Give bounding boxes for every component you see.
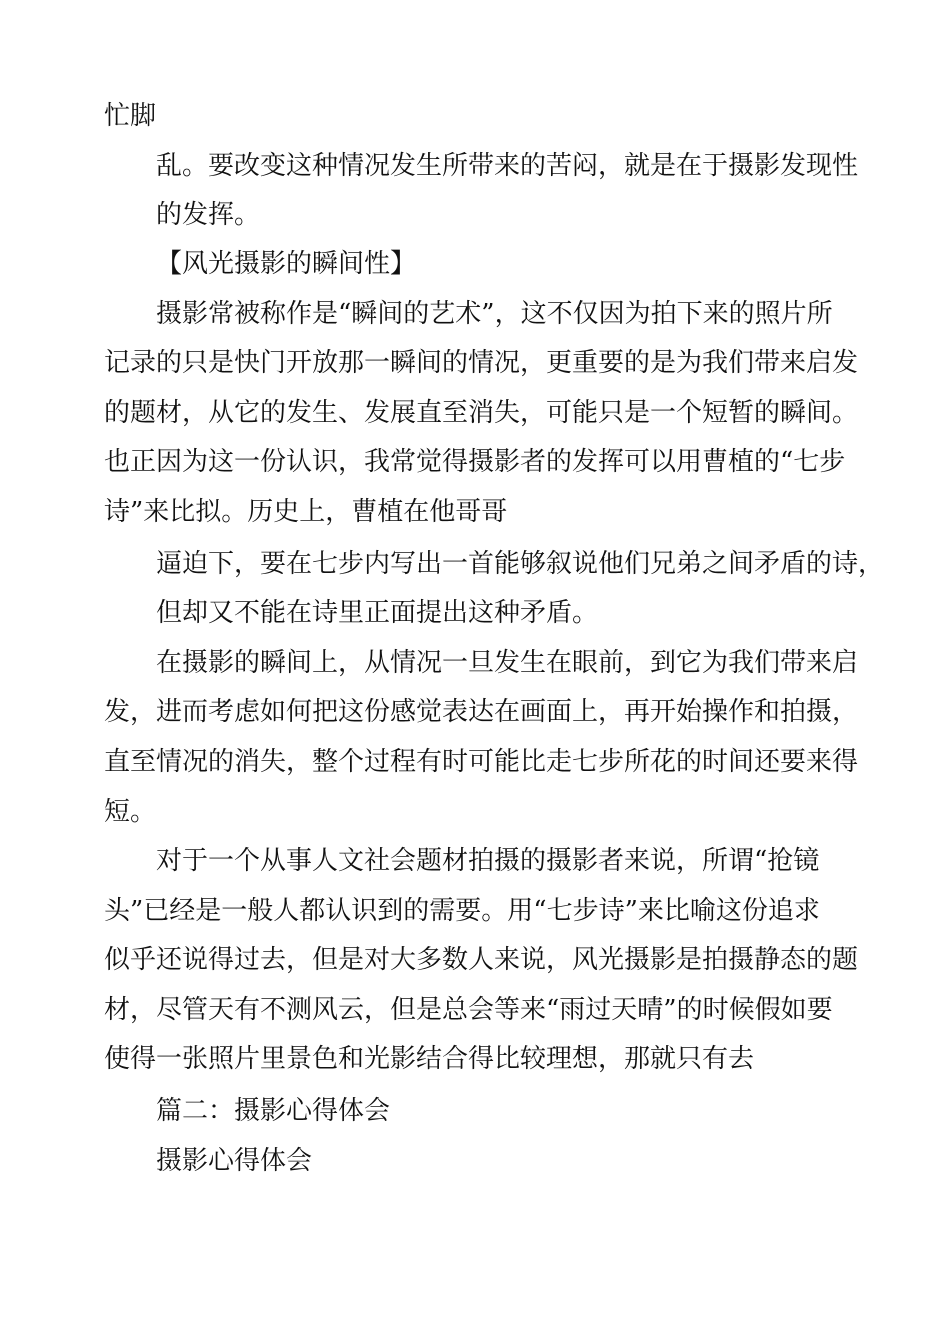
chapter-heading: 篇二：摄影心得体会: [156, 1096, 391, 1126]
text-line: 摄影常被称作是“瞬间的艺术”，这不仅因为拍下来的照片所: [156, 299, 833, 329]
section-heading: 【风光摄影的瞬间性】: [156, 249, 417, 279]
text-line: 对于一个从事人文社会题材拍摄的摄影者来说，所谓“抢镜: [156, 846, 820, 876]
text-line: 乱。要改变这种情况发生所带来的苦闷，就是在于摄影发现性: [156, 151, 859, 181]
text-line: 似乎还说得过去，但是对大多数人来说，风光摄影是拍摄静态的题: [104, 945, 859, 975]
text-line: 的发挥。: [156, 200, 261, 230]
text-line: 发，进而考虑如何把这份感觉表达在画面上，再开始操作和拍摄，: [104, 697, 859, 727]
text-line: 在摄影的瞬间上，从情况一旦发生在眼前，到它为我们带来启: [156, 648, 859, 678]
text-line: 诗”来比拟。历史上，曹植在他哥哥: [104, 497, 508, 527]
text-line: 忙脚: [104, 101, 157, 131]
text-line: 记录的只是快门开放那一瞬间的情况，更重要的是为我们带来启发: [104, 348, 859, 378]
text-line: 逼迫下，要在七步内写出一首能够叙说他们兄弟之间矛盾的诗，: [156, 549, 885, 579]
text-line: 的题材，从它的发生、发展直至消失，可能只是一个短暂的瞬间。: [104, 398, 859, 428]
text-line: 短。: [104, 797, 157, 827]
text-line: 头”已经是一般人都认识到的需要。用“七步诗”来比喻这份追求: [104, 896, 820, 926]
text-line: 材，尽管天有不测风云，但是总会等来“雨过天晴”的时候假如要: [104, 995, 833, 1025]
text-line: 直至情况的消失，整个过程有时可能比走七步所花的时间还要来得: [104, 747, 859, 777]
text-line: 但却又不能在诗里正面提出这种矛盾。: [156, 598, 599, 628]
text-line: 使得一张照片里景色和光影结合得比较理想，那就只有去: [104, 1044, 755, 1074]
chapter-title: 摄影心得体会: [156, 1146, 313, 1176]
text-line: 也正因为这一份认识，我常觉得摄影者的发挥可以用曹植的“七步: [104, 447, 846, 477]
